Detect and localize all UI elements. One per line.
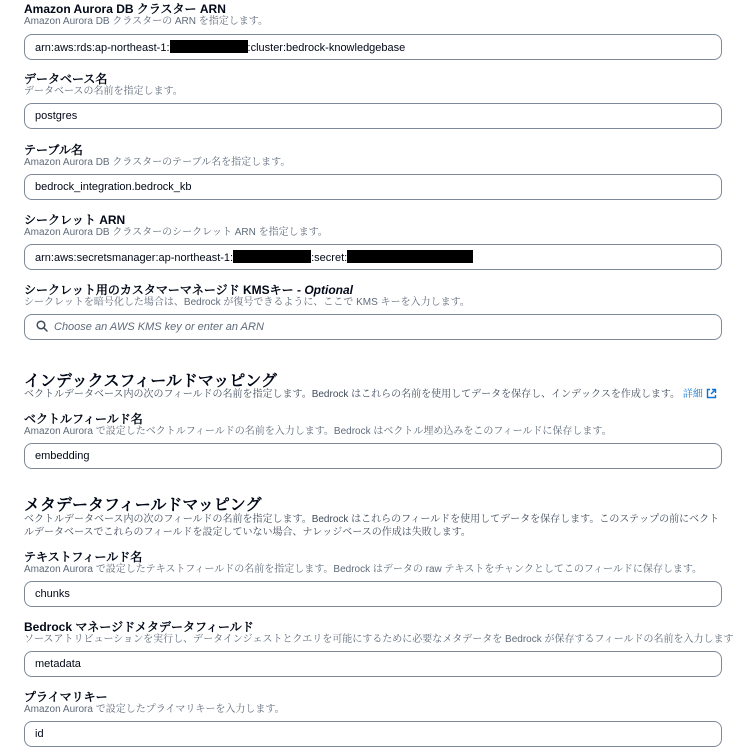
- metadata-field-description: ソースアトリビューションを実行し、データインジェストとクエリを可能にするために必要なメタデータを Bedrock が保存するフィールドの名前を入力します: [24, 634, 734, 645]
- primary-key-field: [24, 690, 722, 740]
- secret-arn-value-prefix: arn:aws:secretsmanager:ap-northeast-1:: [35, 252, 234, 264]
- text-field-label: テキストフィールド名: [24, 550, 143, 564]
- external-link-icon[interactable]: [706, 388, 717, 399]
- cluster-arn-label: Amazon Aurora DB クラスター ARN: [24, 2, 226, 16]
- text-field-input[interactable]: [24, 581, 722, 607]
- redacted-account-id: [233, 250, 311, 263]
- redacted-account-id: [170, 40, 248, 53]
- cluster-arn-description: Amazon Aurora DB クラスターの ARN を指定します。: [24, 16, 268, 27]
- table-name-label: テーブル名: [24, 143, 83, 157]
- kms-key-search-input[interactable]: [24, 314, 722, 340]
- cluster-arn-value-prefix: arn:aws:rds:ap-northeast-1:: [35, 42, 170, 54]
- table-name-value: bedrock_integration.bedrock_kb: [35, 181, 192, 193]
- cluster-arn-value-suffix: :cluster:bedrock-knowledgebase: [247, 42, 406, 54]
- metadata-field-value: metadata: [35, 658, 81, 670]
- secret-arn-label: シークレット ARN: [24, 213, 126, 227]
- database-name-description: データベースの名前を指定します。: [24, 86, 183, 97]
- metadata-mapping-title: メタデータフィールドマッピング: [24, 497, 262, 514]
- database-name-value: postgres: [35, 110, 78, 122]
- learn-more-link[interactable]: 詳細: [682, 389, 703, 400]
- primary-key-description: Amazon Aurora で設定したプライマリキーを入力します。: [24, 704, 285, 715]
- table-name-field: [24, 143, 722, 193]
- primary-key-label: プライマリキー: [24, 690, 108, 704]
- table-name-description: Amazon Aurora DB クラスターのテーブル名を指定します。: [24, 157, 291, 168]
- table-name-input[interactable]: [24, 174, 722, 200]
- kms-key-field: [24, 283, 722, 333]
- kms-key-description: シークレットを暗号化した場合は、Bedrock が復号できるように、ここで KMS キーを入力します。: [24, 297, 470, 308]
- vector-field-label: ベクトルフィールド名: [24, 412, 143, 426]
- metadata-field: [24, 620, 734, 670]
- vector-field-description: Amazon Aurora で設定したベクトルフィールドの名前を入力します。Bedrock はベクトル埋め込みをこのフィールドに保存します。: [24, 426, 612, 437]
- search-icon: [36, 320, 48, 332]
- redacted-secret-name: [347, 250, 473, 263]
- optional-tag: - Optional: [293, 283, 353, 297]
- text-field-description: Amazon Aurora で設定したテキストフィールドの名前を指定します。Bedrock はデータの raw テキストをチャンクとしてこのフィールドに保存します。: [24, 564, 703, 575]
- secret-arn-field: [24, 213, 722, 264]
- database-name-input[interactable]: [24, 103, 722, 129]
- text-field-value: chunks: [35, 588, 70, 600]
- index-mapping-title: インデックスフィールドマッピング: [24, 373, 277, 390]
- kms-key-label: シークレット用のカスタマーマネージド KMSキー - Optional: [24, 283, 353, 297]
- secret-arn-description: Amazon Aurora DB クラスターのシークレット ARN を指定します。: [24, 227, 328, 238]
- kms-key-placeholder: Choose an AWS KMS key or enter an ARN: [54, 321, 264, 333]
- vector-field-value: embedding: [35, 450, 90, 462]
- vector-field-name-field: [24, 412, 722, 462]
- primary-key-input[interactable]: [24, 721, 722, 747]
- secret-arn-input[interactable]: [24, 244, 722, 270]
- metadata-mapping-description: ベクトルデータベース内の次のフィールドの名前を指定します。Bedrock はこれらのフィールドを使用してデータを保存します。このステップの前にベクトルデータベースでこれらのフィールドを設定していない場合、ナレッジベースの作成は失敗します。: [24, 514, 720, 538]
- secret-arn-value-mid: :secret:: [311, 252, 348, 264]
- database-name-field: [24, 72, 722, 122]
- primary-key-value: id: [35, 728, 44, 740]
- index-mapping-description: ベクトルデータベース内の次のフィールドの名前を指定します。Bedrock はこれらの名前を使用してデータを保存し、インデックスを作成します。 詳細: [24, 388, 724, 401]
- metadata-field-input[interactable]: [24, 651, 722, 677]
- vector-field-input[interactable]: [24, 443, 722, 469]
- text-field-name-field: [24, 550, 722, 600]
- database-name-label: データベース名: [24, 72, 108, 86]
- cluster-arn-field: [24, 2, 722, 54]
- cluster-arn-input[interactable]: [24, 34, 722, 60]
- metadata-field-label: Bedrock マネージドメタデータフィールド: [24, 620, 254, 634]
